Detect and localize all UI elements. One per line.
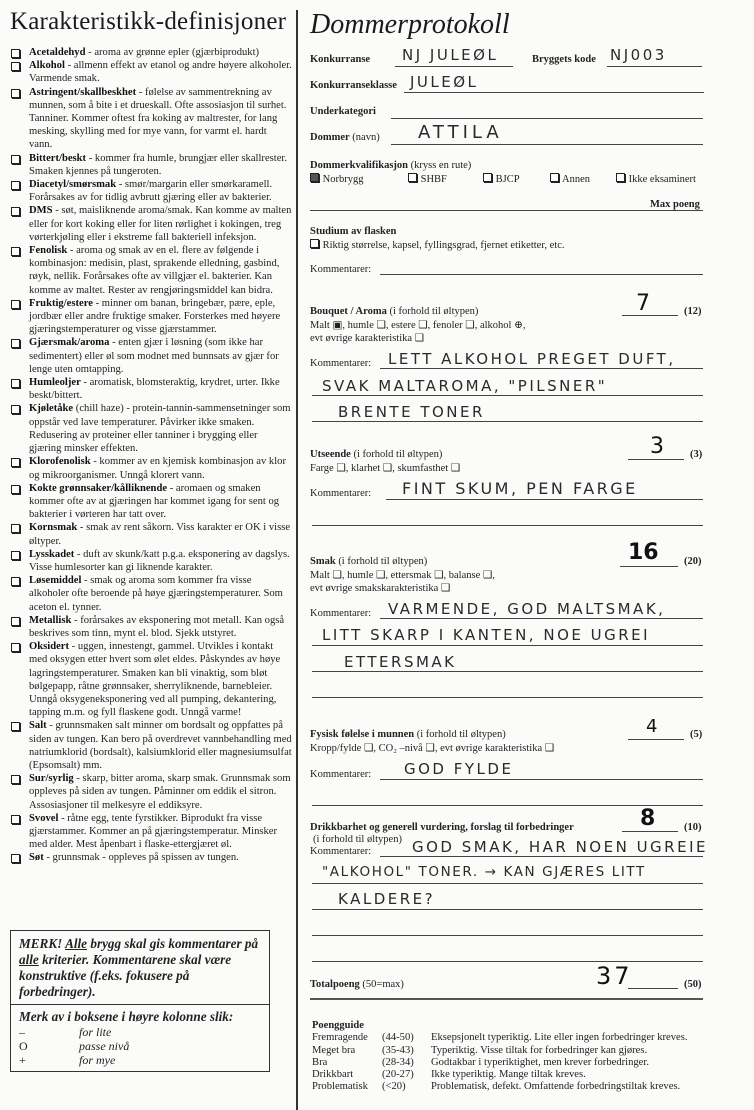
option-label: Norbrygg [322, 174, 364, 185]
appearance-max: (3) [690, 449, 703, 460]
definition-term: Fenolisk [29, 245, 68, 257]
definition-term: Kjøletåke [29, 403, 74, 415]
mouthfeel-title-text: Fysisk følelse i munnen [310, 729, 415, 740]
legend-row [19, 1053, 261, 1067]
comments-label: Kommentarer: [310, 608, 372, 619]
flavor-checkboxes[interactable]: Malt ❑, humle ❑, ettersmak ❑, balanse ❑, [310, 570, 495, 581]
aroma-comment-line [380, 368, 703, 369]
checkbox-icon[interactable] [11, 181, 20, 190]
drinkability-comment-3[interactable]: KALDERE? [338, 890, 436, 908]
legend-meaning: for mye [79, 1053, 116, 1067]
definition-text: - aromatisk, blomsteraktig, krydret, urter. Ikke beskt/bittert. [29, 377, 280, 402]
definition-item [10, 851, 292, 864]
brew-code-label: Bryggets kode [532, 54, 596, 65]
score-guide-desc: Typeriktig. Visse tiltak for forbedringer kan gjøres. [431, 1044, 648, 1056]
score-guide-desc: Problematisk, defekt. Omfattende forbedringstiltak kreves. [431, 1081, 681, 1093]
checkbox-icon[interactable] [11, 155, 20, 164]
drinkability-subtitle: (i forhold til øltypen) [313, 834, 402, 845]
total-title-text: Totalpoeng [310, 979, 360, 990]
note-emphasis: Alle [65, 936, 88, 951]
score-guide-title: Poengguide [312, 1020, 364, 1031]
definition-term: DMS [29, 205, 53, 217]
definition-text: - aroma og smak av en el. flere av følgende i kombinasjon: medisin, plast, sprakende elledning, gasbind, røyk, nellik. Forårsakes ofte av villgjær el. bakterier. Kan komme av maltet. Rester av rengjøringsmiddel kan bidra. [29, 245, 280, 296]
comments-label: Kommentarer: [310, 769, 372, 780]
checkbox-icon[interactable] [11, 405, 20, 414]
legend-symbol: – [19, 1025, 25, 1039]
checkbox-icon[interactable] [11, 247, 20, 256]
checkbox-icon[interactable] [11, 339, 20, 348]
definition-text: - forårsakes av eksponering mot metall. Kan også beskrives som tinn, mynt el. blod. Sjekk utstyret. [29, 614, 285, 639]
checkbox-icon[interactable] [11, 775, 20, 784]
definition-term: Acetaldehyd [29, 47, 86, 58]
total-score-line [628, 988, 678, 989]
drinkability-score[interactable]: 8 [640, 806, 656, 831]
definition-text: - smør/margarin eller smørkaramell. Forårsakes av for tidlig avbrutt gjæring eller av bakterier. [29, 179, 273, 204]
total-title-sub: (50=max) [359, 979, 404, 990]
score-guide-range: (<20) [382, 1081, 406, 1093]
bottle-section-title: Studium av flasken [310, 226, 397, 237]
drinkability-max: (10) [684, 822, 702, 833]
definition-item [10, 336, 292, 376]
note-part: kriterier. Kommentarene skal være konstruktive (f.eks. fokusere på forbedringer). [19, 952, 232, 999]
score-guide-row [312, 1045, 688, 1057]
definition-text: - følelse av sammentrekning av munnen, som å bite i et drueskall. Ofte assosiasjon til surhet. Tanniner. Kommer oftest fra koking av maltrester, for lang mesking, skylling med for mye vann, for varmt el. hardt vann. [29, 86, 287, 151]
checkbox-icon[interactable] [11, 815, 20, 824]
checkbox-checked-icon[interactable] [310, 173, 319, 182]
qualification-label-text: Dommerkvalifikasjon [310, 160, 408, 171]
aroma-comment-3[interactable]: BRENTE TONER [338, 403, 485, 421]
bottle-comment-line[interactable] [380, 274, 703, 275]
score-guide-row [312, 1057, 688, 1069]
definition-text: - aroma av grønne epler (gjærbiprodukt) [85, 47, 260, 58]
aroma-other-checkbox[interactable]: evt øvrige karakteristika ❑ [310, 333, 425, 344]
competition-line [395, 66, 513, 67]
note-emphasis: alle [19, 952, 39, 967]
total-title [310, 979, 404, 990]
appearance-title-text: Utseende [310, 449, 351, 460]
total-score[interactable]: 37 [596, 962, 633, 990]
definition-item [10, 812, 292, 852]
checkbox-icon[interactable] [11, 643, 20, 652]
class-label: Konkurranseklasse [310, 80, 397, 91]
mouthfeel-comment-1[interactable]: GOD FYLDE [404, 760, 514, 778]
appearance-comment-line [386, 499, 703, 500]
mouthfeel-comment-line [380, 779, 703, 780]
flavor-score-line [620, 566, 678, 567]
score-guide-row [312, 1081, 688, 1093]
column-divider [296, 10, 298, 1110]
drinkability-comment-line[interactable] [312, 935, 703, 936]
flavor-comment-2[interactable]: LITT SKARP I KANTEN, NOE UGREI [322, 626, 651, 644]
definitions-column [10, 8, 292, 865]
flavor-comment-line [380, 618, 703, 619]
max-points-header: Max poeng [650, 199, 700, 210]
definition-term: Alkohol [29, 60, 65, 72]
option-label: Annen [562, 174, 591, 185]
definition-item [10, 574, 292, 614]
aroma-comment-1[interactable]: LETT ALKOHOL PREGET DUFT, [388, 350, 676, 368]
judge-label [310, 132, 380, 143]
note-part: brygg skal gis kommentarer på [87, 936, 259, 951]
aroma-comment-2[interactable]: SVAK MALTAROMA, "PILSNER" [322, 377, 608, 395]
comments-label: Kommentarer: [310, 264, 372, 275]
option-label: SHBF [420, 174, 447, 185]
comments-label: Kommentarer: [310, 846, 372, 857]
checkbox-icon[interactable] [11, 524, 20, 533]
bottle-check-text: Riktig størrelse, kapsel, fyllingsgrad, fjernet etiketter, etc. [322, 240, 565, 251]
flavor-comment-line[interactable] [312, 697, 703, 698]
drinkability-comment-line [312, 909, 703, 910]
drinkability-score-line [622, 831, 678, 832]
total-rule [310, 998, 703, 1000]
drinkability-comment-line [312, 883, 703, 884]
definition-term: Fruktig/estere [29, 297, 93, 309]
score-guide [312, 1020, 688, 1094]
drinkability-comment-line [380, 856, 703, 857]
judge-label-sub: (navn) [349, 132, 380, 143]
mouthfeel-score[interactable]: 4 [646, 716, 658, 737]
definition-text: - grunnsmak - oppleves på spissen av tungen. [43, 852, 239, 864]
competition-field[interactable]: NJ JULEØL [402, 46, 499, 64]
option-label: Ikke eksaminert [628, 174, 696, 185]
legend-symbol: O [19, 1039, 28, 1053]
definition-item [10, 521, 292, 547]
definition-term: Metallisk [29, 614, 72, 626]
definition-text: (chill haze) - protein-tannin-sammensetninger som oppstår ved lave temperaturer. Påvirker ikke smaken. Redusering av proteiner eller tanniner i brygging eller gjæring minsker effekten. [29, 403, 291, 455]
definition-text: - smak og aroma som kommer fra visse alkoholer ofte beroende på høye gjæringstemperaturer. Som aceton el. tynner. [29, 575, 283, 613]
checkbox-icon[interactable] [11, 62, 20, 71]
checkbox-icon[interactable] [11, 577, 20, 586]
legend-symbol: + [19, 1053, 26, 1067]
qualification-option-ikke-eksaminert[interactable] [616, 173, 696, 185]
definition-item [10, 244, 292, 297]
score-guide-desc: Eksepsjonelt typeriktig. Lite eller ingen forbedringer kreves. [431, 1032, 688, 1044]
legend-title: Merk av i boksene i høyre kolonne slik: [19, 1009, 234, 1024]
definition-text: - enten gjær i løsning (som ikke har sedimentert) eller øl som modnet med bunnsats av gjær for lenge uten omtapping. [29, 337, 279, 375]
score-guide-row [312, 1069, 688, 1081]
definition-term: Kokte grønnsaker/kålliknende [29, 482, 168, 494]
appearance-checkboxes[interactable]: Farge ❑, klarhet ❑, skumfasthet ❑ [310, 463, 461, 474]
definition-item [10, 204, 292, 244]
judge-label-text: Dommer [310, 132, 350, 143]
appearance-title-sub: (i forhold til øltypen) [350, 449, 443, 460]
flavor-other-checkbox[interactable]: evt øvrige smakskarakteristika ❑ [310, 583, 451, 594]
checkbox-icon[interactable] [11, 207, 20, 216]
checkbox-icon[interactable] [11, 89, 20, 98]
definitions-title: Karakteristikk-definisjoner [10, 8, 287, 35]
competition-label: Konkurranse [310, 54, 371, 65]
comments-label: Kommentarer: [310, 488, 372, 499]
appearance-score-line [628, 459, 684, 460]
legend-row [19, 1039, 261, 1053]
brew-code-line [607, 66, 702, 67]
checkbox-icon[interactable] [11, 551, 20, 560]
bottle-check[interactable] [310, 239, 565, 251]
qualification-option-shbf[interactable] [408, 173, 447, 185]
mouthfeel-max: (5) [690, 729, 703, 740]
definition-item [10, 548, 292, 574]
appearance-title [310, 449, 442, 460]
definition-item [10, 402, 292, 455]
checkbox-icon[interactable] [11, 458, 20, 467]
score-guide-name: Drikkbart [312, 1069, 354, 1081]
flavor-max: (20) [684, 556, 702, 567]
definition-item [10, 178, 292, 204]
aroma-max: (12) [684, 306, 702, 317]
checkbox-icon[interactable] [11, 300, 20, 309]
definition-term: Humleoljer [29, 377, 81, 389]
definition-item [10, 86, 292, 152]
definition-text: - minner om banan, bringebær, pære, eple, jordbær eller andre fruktige smaker. Forsterkes med høyere gjæringstemperaturer og visse gjærstammer. [29, 297, 281, 336]
qualification-label [310, 160, 471, 171]
qualification-label-sub: (kryss en rute) [408, 160, 472, 171]
flavor-comment-1[interactable]: VARMENDE, GOD MALTSMAK, [388, 600, 666, 618]
checkbox-icon[interactable] [11, 485, 20, 494]
appearance-comment-1[interactable]: FINT SKUM, PEN FARGE [402, 479, 638, 498]
definition-item [10, 297, 292, 337]
mouthfeel-title [310, 729, 506, 740]
definition-term: Løsemiddel [29, 575, 82, 587]
definition-item [10, 614, 292, 640]
definition-text: - skarp, bitter aroma, skarp smak. Grunnsmak som oppleves på siden av tungen. Påminner om eddik el sitron. Assosiasjoner til melkesyre el eddiksyre. [29, 773, 291, 811]
aroma-title-sub: (i forhold til øltypen) [386, 306, 479, 317]
score-guide-name: Problematisk [312, 1081, 368, 1093]
definition-term: Bittert/beskt [29, 152, 87, 164]
aroma-title [310, 306, 478, 317]
definition-item [10, 152, 292, 178]
score-guide-desc: Ikke typeriktig. Mange tiltak kreves. [431, 1069, 586, 1081]
qualification-option-bjcp[interactable] [483, 173, 520, 185]
flavor-title-sub: (i forhold til øltypen) [335, 556, 428, 567]
definition-item [10, 482, 292, 522]
checkbox-icon[interactable] [11, 722, 20, 731]
definition-text: - grunnsmaken salt minner om bordsalt og oppfattes på siden av tungen. Kan bero på overdrevet vannbehandling med natriumklorid (bordsalt), kalsiumklorid eller magnesiumsulfat (Epsomsalt) mm. [29, 720, 292, 771]
definition-item [10, 59, 292, 85]
score-guide-range: (28-34) [382, 1056, 414, 1068]
flavor-title-text: Smak [310, 556, 336, 567]
appearance-score[interactable]: 3 [650, 434, 664, 459]
checkbox-icon[interactable] [483, 173, 492, 182]
flavor-comment-3[interactable]: ETTERSMAK [344, 653, 457, 671]
definition-text: - aromaen og smaken kommer ofte av at gjæringen har kommet igang for sent og bakterier i vørteren har tatt over. [29, 482, 280, 521]
mouthfeel-title-sub: (i forhold til øltypen) [414, 729, 506, 740]
legend-row [19, 1025, 261, 1039]
definition-text: - smak av rent såkorn. Viss karakter er OK i visse øltyper. [29, 522, 291, 547]
score-guide-name: Meget bra [312, 1044, 356, 1056]
mouthfeel-checkboxes[interactable]: Kropp/fylde ❑, CO₂ –nivå ❑, evt øvrige karakteristika ❑ [310, 743, 555, 754]
checkbox-icon[interactable] [11, 49, 20, 58]
score-guide-name: Fremragende [312, 1032, 368, 1044]
definition-text: - søt, maisliknende aroma/smak. Kan komme av malten eller for kort koking eller for liten rørlighet i kokingen, treg vørterkjøling eller i ekstreme fall bakteriell infeksjon. [29, 205, 292, 243]
definition-item [10, 46, 292, 59]
definition-term: Astringent/skallbeskhet [29, 86, 137, 98]
score-guide-range: (44-50) [382, 1032, 414, 1044]
subcategory-label: Underkategori [310, 106, 376, 117]
comments-label: Kommentarer: [310, 358, 372, 369]
score-guide-name: Bra [312, 1056, 328, 1068]
flavor-comment-line [312, 671, 703, 672]
checkbox-icon[interactable] [550, 173, 559, 182]
definitions-list [10, 46, 292, 865]
judge-line [391, 144, 703, 145]
note-part: MERK! [19, 936, 66, 951]
note-text [11, 931, 269, 1005]
checkbox-icon[interactable] [11, 617, 20, 626]
definition-term: Kornsmak [29, 522, 78, 534]
definition-item [10, 640, 292, 719]
aroma-comment-line [312, 421, 703, 422]
note-box [10, 930, 270, 1072]
definition-text: - duft av skunk/katt p.g.a. eksponering av dagslys. Visse humlesorter kan gi liknende karakter. [29, 548, 290, 573]
drinkability-comment-1[interactable]: GOD SMAK, HAR NOEN UGREIE [412, 838, 708, 856]
aroma-score[interactable]: 7 [636, 291, 650, 316]
definition-term: Oksidert [29, 641, 70, 653]
score-guide-row [312, 1032, 688, 1044]
definition-term: Gjærsmak/aroma [29, 337, 110, 349]
checkbox-icon[interactable] [616, 173, 625, 182]
aroma-title-text: Bouquet / Aroma [310, 306, 387, 317]
definition-item [10, 719, 292, 772]
definition-item [10, 455, 292, 481]
aroma-checkboxes[interactable]: Malt ▣, humle ❑, estere ❑, fenoler ❑, alkohol ⊕, [310, 320, 526, 331]
total-max: (50) [684, 979, 702, 990]
aroma-score-line [622, 315, 678, 316]
checkbox-icon[interactable] [11, 854, 20, 863]
score-guide-table [312, 1032, 688, 1093]
class-field[interactable]: JULEØL [410, 73, 479, 91]
judge-name-field[interactable]: ATTILA [418, 122, 503, 143]
definition-text: - uggen, innestengt, gammel. Utvikles i kontakt med oksygen etter hvert som ølet eldes. Påskyndes av høye lagringstemperaturer. Smaken kan bli vinaktig, som bløt bølgepapp, råtne grønnsaker, sherryliknende, barnebleier. Unngå oksygeneksponering ved all pumping, dekantering, tapping m.m. og fyll flaskene godt. Unngå varme! [29, 641, 281, 719]
checkbox-icon[interactable] [408, 173, 417, 182]
definition-term: Diacetyl/smørsmak [29, 179, 117, 191]
qualification-option-norbrygg[interactable] [310, 173, 363, 185]
score-guide-desc: Godtakbar i typeriktighet, men krever forbedringer. [431, 1056, 649, 1068]
definition-text: - råtne egg, tente fyrstikker. Biprodukt fra visse gjærstammer. Kommer an på gjæringstemperatur. Minsker med alder. Mest åpenbart i flaske-ettergjæret øl. [29, 812, 278, 851]
class-line [404, 92, 704, 93]
brew-code-field[interactable]: NJ003 [610, 46, 667, 64]
definition-term: Sur/syrlig [29, 773, 74, 785]
legend-meaning: for lite [79, 1025, 112, 1039]
legend-box [11, 1005, 269, 1071]
drinkability-comment-line[interactable] [312, 961, 703, 962]
definition-term: Søt [29, 852, 44, 864]
definition-term: Klorofenolisk [29, 456, 91, 468]
checkbox-icon[interactable] [11, 379, 20, 388]
score-guide-range: (20-27) [382, 1069, 414, 1081]
definition-item [10, 772, 292, 812]
aroma-comment-line [312, 395, 703, 396]
definition-text: - allmenn effekt av etanol og andre høyere alkoholer. Varmende smak. [29, 60, 292, 85]
qualification-option-annen[interactable] [550, 173, 590, 185]
checkbox-icon[interactable] [310, 239, 319, 248]
flavor-score[interactable]: 16 [628, 540, 659, 565]
appearance-comment-line[interactable] [312, 525, 703, 526]
definition-text: - kommer av en kjemisk kombinasjon av klor og mikroorganismer. Unngå klorert vann. [29, 456, 286, 481]
definition-term: Salt [29, 720, 47, 732]
score-guide-range: (35-43) [382, 1044, 414, 1056]
drinkability-comment-2[interactable]: "ALKOHOL" TONER. → KAN GJÆRES LITT [322, 864, 646, 880]
definition-text: - kommer fra humle, brungjær eller skallrester. Smaken kjennes på tungeroten. [29, 152, 288, 177]
header-rule [310, 210, 703, 211]
drinkability-title: Drikkbarhet og generell vurdering, forslag til forbedringer [310, 822, 574, 833]
form-title: Dommerprotokoll [310, 9, 510, 40]
definition-term: Svovel [29, 812, 59, 824]
legend-meaning: passe nivå [79, 1039, 130, 1053]
mouthfeel-score-line [628, 739, 684, 740]
definition-term: Lysskadet [29, 548, 75, 560]
definition-item [10, 376, 292, 402]
flavor-title [310, 556, 427, 567]
subcategory-line [391, 118, 703, 119]
option-label: BJCP [495, 174, 520, 185]
flavor-comment-line [312, 645, 703, 646]
